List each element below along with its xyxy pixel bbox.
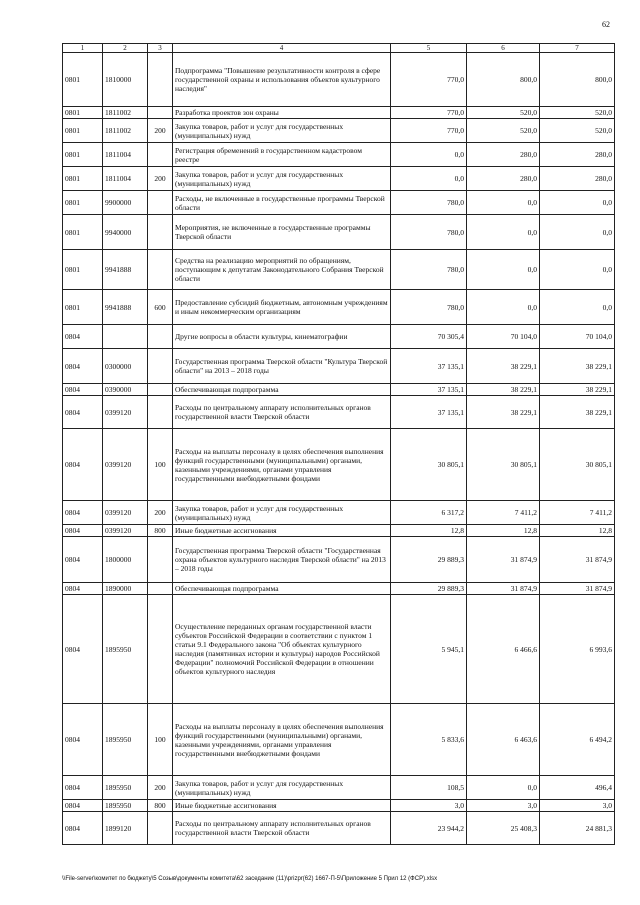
- section-code: 0801: [63, 107, 103, 119]
- amount-col-5: 5 833,6: [391, 704, 467, 776]
- amount-col-5: 780,0: [391, 215, 467, 250]
- amount-col-7: 38 229,1: [540, 384, 615, 396]
- amount-col-6: 25 408,3: [467, 812, 540, 845]
- section-code: 0801: [63, 167, 103, 191]
- description: Обеспечивающая подпрограмма: [173, 384, 391, 396]
- amount-col-7: 280,0: [540, 143, 615, 167]
- target-article-code: 1899120: [103, 812, 148, 845]
- target-article-code: 1895950: [103, 800, 148, 812]
- description: Мероприятия, не включенные в государственные программы Тверской области: [173, 215, 391, 250]
- target-article-code: 9941888: [103, 250, 148, 290]
- target-article-code: 1895950: [103, 704, 148, 776]
- target-article-code: 0390000: [103, 384, 148, 396]
- description: Государственная программа Тверской области "Государственная охрана объектов культурного наследия Тверской области" на 2013 – 2018 годы: [173, 537, 391, 583]
- table-row: [63, 812, 615, 845]
- col-header-3: 3: [148, 44, 173, 53]
- amount-col-6: 0,0: [467, 191, 540, 215]
- expense-type-code: [148, 250, 173, 290]
- target-article-code: 0399120: [103, 525, 148, 537]
- amount-col-6: 520,0: [467, 119, 540, 143]
- amount-col-6: 800,0: [467, 53, 540, 107]
- table-row: [63, 501, 615, 525]
- section-code: 0804: [63, 501, 103, 525]
- col-header-1: 1: [63, 44, 103, 53]
- amount-col-7: 70 104,0: [540, 325, 615, 349]
- table-row: [63, 396, 615, 429]
- section-code: 0804: [63, 800, 103, 812]
- target-article-code: 9941888: [103, 290, 148, 325]
- description: Разработка проектов зон охраны: [173, 107, 391, 119]
- target-article-code: 0300000: [103, 349, 148, 384]
- amount-col-5: 0,0: [391, 167, 467, 191]
- amount-col-6: 38 229,1: [467, 349, 540, 384]
- section-code: 0801: [63, 143, 103, 167]
- amount-col-5: 6 317,2: [391, 501, 467, 525]
- table-row: [63, 704, 615, 776]
- amount-col-7: 496,4: [540, 776, 615, 800]
- section-code: 0801: [63, 53, 103, 107]
- amount-col-6: 7 411,2: [467, 501, 540, 525]
- amount-col-7: 31 874,9: [540, 537, 615, 583]
- description: Закупка товаров, работ и услуг для государственных (муниципальных) нужд: [173, 167, 391, 191]
- table-row: [63, 325, 615, 349]
- amount-col-6: 31 874,9: [467, 537, 540, 583]
- amount-col-5: 37 135,1: [391, 384, 467, 396]
- expense-type-code: 200: [148, 167, 173, 191]
- table-row: [63, 429, 615, 501]
- amount-col-7: 38 229,1: [540, 349, 615, 384]
- amount-col-7: 800,0: [540, 53, 615, 107]
- amount-col-7: 24 881,3: [540, 812, 615, 845]
- amount-col-6: 3,0: [467, 800, 540, 812]
- table-row: [63, 53, 615, 107]
- amount-col-7: 280,0: [540, 167, 615, 191]
- description: Государственная программа Тверской области "Культура Тверской области" на 2013 – 2018 годы: [173, 349, 391, 384]
- amount-col-7: 6 993,6: [540, 595, 615, 704]
- description: Закупка товаров, работ и услуг для государственных (муниципальных) нужд: [173, 501, 391, 525]
- amount-col-5: 780,0: [391, 191, 467, 215]
- section-code: 0801: [63, 215, 103, 250]
- target-article-code: 1890000: [103, 583, 148, 595]
- amount-col-5: 29 889,3: [391, 537, 467, 583]
- target-article-code: 1810000: [103, 53, 148, 107]
- expense-type-code: 800: [148, 525, 173, 537]
- amount-col-5: 780,0: [391, 290, 467, 325]
- amount-col-7: 12,8: [540, 525, 615, 537]
- section-code: 0804: [63, 583, 103, 595]
- target-article-code: 1895950: [103, 595, 148, 704]
- section-code: 0804: [63, 429, 103, 501]
- expense-type-code: 200: [148, 119, 173, 143]
- col-header-5: 5: [391, 44, 467, 53]
- amount-col-5: 29 889,3: [391, 583, 467, 595]
- amount-col-7: 0,0: [540, 215, 615, 250]
- section-code: 0801: [63, 119, 103, 143]
- expense-type-code: [148, 191, 173, 215]
- expense-type-code: [148, 53, 173, 107]
- description: Расходы, не включенные в государственные программы Тверской области: [173, 191, 391, 215]
- expense-type-code: 200: [148, 776, 173, 800]
- expense-type-code: [148, 143, 173, 167]
- page-number: 62: [602, 20, 610, 29]
- expense-type-code: [148, 537, 173, 583]
- description: Иные бюджетные ассигнования: [173, 800, 391, 812]
- amount-col-7: 0,0: [540, 250, 615, 290]
- description: Предоставление субсидий бюджетным, автономным учреждениям и иным некоммерческим организациям: [173, 290, 391, 325]
- target-article-code: 0399120: [103, 396, 148, 429]
- description: Обеспечивающая подпрограмма: [173, 583, 391, 595]
- table-row: [63, 143, 615, 167]
- description: Расходы по центральному аппарату исполнительных органов государственной власти Тверской области: [173, 812, 391, 845]
- amount-col-6: 280,0: [467, 143, 540, 167]
- amount-col-5: 30 805,1: [391, 429, 467, 501]
- col-header-7: 7: [540, 44, 615, 53]
- expense-type-code: [148, 325, 173, 349]
- target-article-code: 9940000: [103, 215, 148, 250]
- description: Расходы на выплаты персоналу в целях обеспечения выполнения функций государственными (муниципальными) органами, казенными учреждениями, органами управления государственными внебюджетными фондами: [173, 429, 391, 501]
- amount-col-7: 30 805,1: [540, 429, 615, 501]
- description: Средства на реализацию мероприятий по обращениям, поступающим к депутатам Законодательного Собрания Тверской области: [173, 250, 391, 290]
- amount-col-5: 12,8: [391, 525, 467, 537]
- amount-col-5: 770,0: [391, 53, 467, 107]
- amount-col-5: 108,5: [391, 776, 467, 800]
- target-article-code: 1811002: [103, 107, 148, 119]
- expense-type-code: [148, 349, 173, 384]
- section-code: 0804: [63, 595, 103, 704]
- section-code: 0804: [63, 396, 103, 429]
- table-row: [63, 384, 615, 396]
- section-code: 0801: [63, 191, 103, 215]
- description: Расходы по центральному аппарату исполнительных органов государственной власти Тверской области: [173, 396, 391, 429]
- section-code: 0804: [63, 704, 103, 776]
- table-row: [63, 349, 615, 384]
- file-path-footer: \\File-server\комитет по бюджету\5 Созыв\документы комитета\62 заседание (11)\prizpr(62) 1667-П-5\Приложение 5 Прил 12 (ФСР).xlsx: [62, 876, 438, 882]
- section-code: 0804: [63, 525, 103, 537]
- expense-type-code: [148, 384, 173, 396]
- amount-col-6: 0,0: [467, 250, 540, 290]
- amount-col-7: 7 411,2: [540, 501, 615, 525]
- target-article-code: 9900000: [103, 191, 148, 215]
- amount-col-6: 6 463,6: [467, 704, 540, 776]
- amount-col-5: 3,0: [391, 800, 467, 812]
- amount-col-5: 780,0: [391, 250, 467, 290]
- amount-col-6: 70 104,0: [467, 325, 540, 349]
- amount-col-5: 770,0: [391, 107, 467, 119]
- amount-col-6: 31 874,9: [467, 583, 540, 595]
- col-header-6: 6: [467, 44, 540, 53]
- target-article-code: [103, 325, 148, 349]
- column-number-row: [63, 44, 615, 53]
- table-row: [63, 800, 615, 812]
- expense-type-code: [148, 583, 173, 595]
- table-row: [63, 107, 615, 119]
- amount-col-7: 0,0: [540, 191, 615, 215]
- table-row: [63, 595, 615, 704]
- amount-col-5: 70 305,4: [391, 325, 467, 349]
- amount-col-7: 3,0: [540, 800, 615, 812]
- section-code: 0801: [63, 250, 103, 290]
- amount-col-6: 38 229,1: [467, 396, 540, 429]
- expense-type-code: 100: [148, 429, 173, 501]
- table-row: [63, 167, 615, 191]
- description: Закупка товаров, работ и услуг для государственных (муниципальных) нужд: [173, 776, 391, 800]
- expense-type-code: [148, 595, 173, 704]
- table-row: [63, 215, 615, 250]
- amount-col-7: 0,0: [540, 290, 615, 325]
- amount-col-5: 5 945,1: [391, 595, 467, 704]
- amount-col-7: 31 874,9: [540, 583, 615, 595]
- amount-col-7: 520,0: [540, 107, 615, 119]
- amount-col-6: 38 229,1: [467, 384, 540, 396]
- amount-col-6: 520,0: [467, 107, 540, 119]
- section-code: 0804: [63, 384, 103, 396]
- amount-col-5: 0,0: [391, 143, 467, 167]
- col-header-4: 4: [173, 44, 391, 53]
- description: Регистрация обременений в государственном кадастровом реестре: [173, 143, 391, 167]
- section-code: 0801: [63, 290, 103, 325]
- table-row: [63, 290, 615, 325]
- expense-type-code: 100: [148, 704, 173, 776]
- amount-col-6: 12,8: [467, 525, 540, 537]
- amount-col-7: 38 229,1: [540, 396, 615, 429]
- amount-col-6: 0,0: [467, 290, 540, 325]
- expense-type-code: [148, 396, 173, 429]
- amount-col-5: 23 944,2: [391, 812, 467, 845]
- table-row: [63, 119, 615, 143]
- section-code: 0804: [63, 325, 103, 349]
- target-article-code: 1811004: [103, 167, 148, 191]
- target-article-code: 1811002: [103, 119, 148, 143]
- description: Подпрограмма "Повышение результативности контроля в сфере государственной охраны и использования объектов культурного наследия": [173, 53, 391, 107]
- description: Осуществление переданных органам государственной власти субъектов Российской Федерации в соответствии с пунктом 1 статьи 9.1 Федерального закона "Об объектах культурного наследия (памятниках истории и культуры) народов Российской Федерации" полномочий Российской Федерации в отношении объектов культурного наследия: [173, 595, 391, 704]
- amount-col-7: 520,0: [540, 119, 615, 143]
- table-row: [63, 776, 615, 800]
- section-code: 0804: [63, 812, 103, 845]
- target-article-code: 1895950: [103, 776, 148, 800]
- section-code: 0804: [63, 349, 103, 384]
- table-row: [63, 583, 615, 595]
- expense-type-code: [148, 107, 173, 119]
- amount-col-6: 0,0: [467, 776, 540, 800]
- expense-type-code: 800: [148, 800, 173, 812]
- section-code: 0804: [63, 537, 103, 583]
- amount-col-6: 30 805,1: [467, 429, 540, 501]
- table-row: [63, 250, 615, 290]
- description: Иные бюджетные ассигнования: [173, 525, 391, 537]
- col-header-2: 2: [103, 44, 148, 53]
- expense-type-code: [148, 215, 173, 250]
- expense-type-code: 600: [148, 290, 173, 325]
- amount-col-5: 770,0: [391, 119, 467, 143]
- target-article-code: 1800000: [103, 537, 148, 583]
- target-article-code: 0399120: [103, 501, 148, 525]
- target-article-code: 1811004: [103, 143, 148, 167]
- amount-col-5: 37 135,1: [391, 396, 467, 429]
- description: Расходы на выплаты персоналу в целях обеспечения выполнения функций государственными (муниципальными) органами, казенными учреждениями, органами управления государственными внебюджетными фондами: [173, 704, 391, 776]
- description: Другие вопросы в области культуры, кинематографии: [173, 325, 391, 349]
- amount-col-5: 37 135,1: [391, 349, 467, 384]
- section-code: 0804: [63, 776, 103, 800]
- table-row: [63, 537, 615, 583]
- table-row: [63, 525, 615, 537]
- target-article-code: 0399120: [103, 429, 148, 501]
- table-row: [63, 191, 615, 215]
- amount-col-6: 280,0: [467, 167, 540, 191]
- amount-col-6: 0,0: [467, 215, 540, 250]
- expense-type-code: 200: [148, 501, 173, 525]
- description: Закупка товаров, работ и услуг для государственных (муниципальных) нужд: [173, 119, 391, 143]
- amount-col-6: 6 466,6: [467, 595, 540, 704]
- amount-col-7: 6 494,2: [540, 704, 615, 776]
- expense-type-code: [148, 812, 173, 845]
- budget-table: [62, 43, 615, 845]
